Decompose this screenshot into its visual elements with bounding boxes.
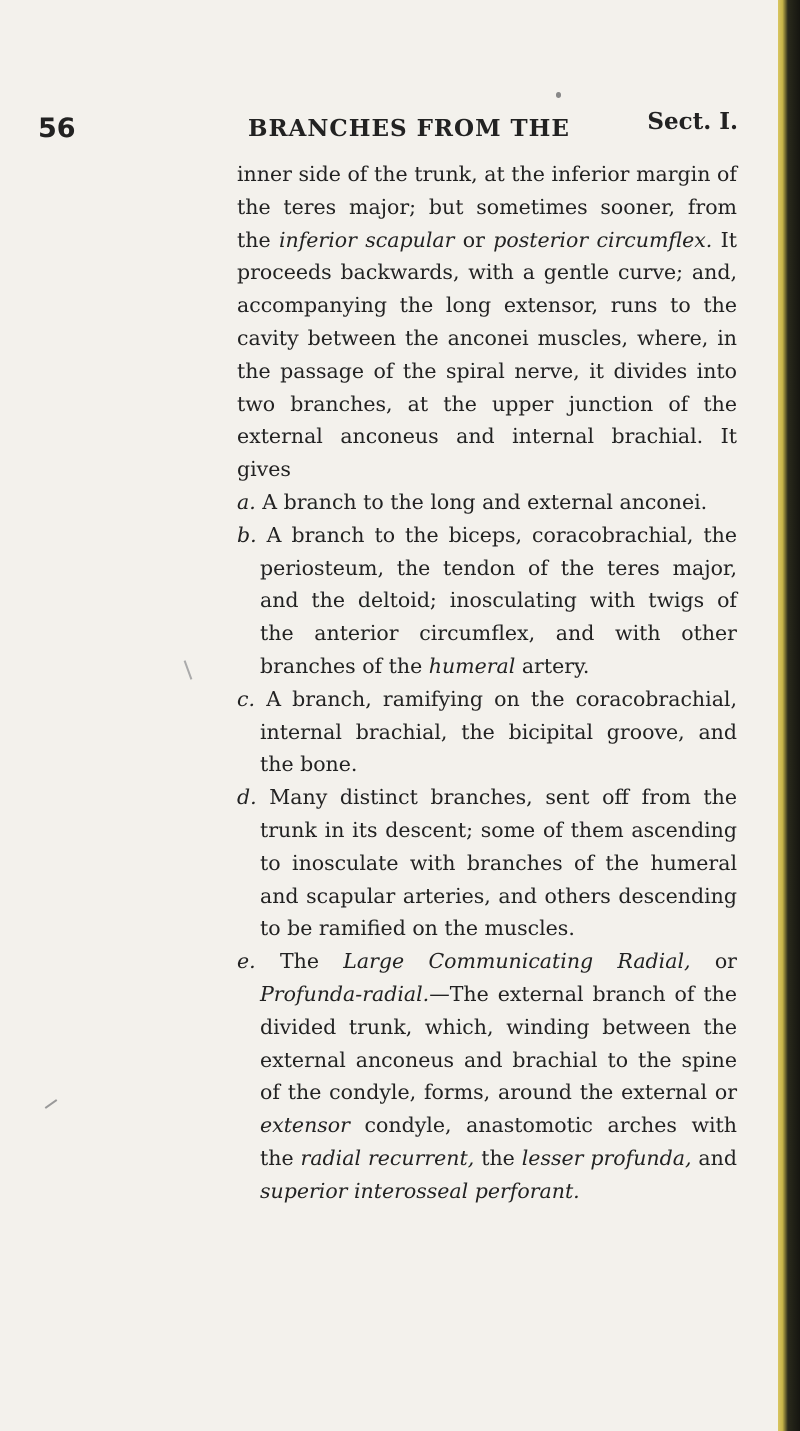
italic-term: Profunda-radial. [260,981,430,1006]
page-header [38,108,738,157]
list-item-e [237,945,737,1207]
text-run: inner side of the trunk, at the inferior margin of the teres major; but sometimes sooner, from the [237,162,737,252]
item-letter: c. [237,686,255,711]
body-text [237,158,737,1208]
item-text: A branch, ramifying on the coracobrachial, internal brachial, the bicipital groove, and the bone. [260,686,737,777]
item-text: condyle, anastomotic arches with the [260,1113,737,1170]
ink-speck [45,1099,58,1109]
italic-term: posterior circumflex. [493,227,713,252]
italic-term: lesser profunda, [521,1145,692,1170]
item-text: artery. [515,653,590,678]
italic-term: Large Communicating Radial, [343,949,691,974]
list-item-a [237,486,737,519]
text-run: or [454,227,494,252]
item-text: the [474,1145,522,1170]
ink-speck [556,92,561,98]
italic-term: extensor [260,1113,350,1138]
item-letter: b. [237,522,257,547]
item-letter: e. [237,949,256,974]
section-label: Sect. I. [647,108,738,135]
item-text: The [279,949,344,974]
list-item-d [237,781,737,945]
page-edge [778,0,800,1431]
italic-term: radial recurrent, [300,1145,475,1170]
item-text: A branch to the long and external anconei. [262,489,708,514]
item-text: —The external branch of the divided trunk, which, winding between the external anconeus and brachial to the spine of the condyle, forms, around the external or [260,981,737,1105]
running-head: BRANCHES FROM THE [248,115,570,142]
item-text: and [691,1145,737,1170]
page-number: 56 [38,113,76,144]
item-text: or [690,949,737,974]
italic-term: humeral [428,653,516,678]
item-letter: a. [237,489,256,514]
list-item-c [237,683,737,781]
list-item-b [237,519,737,683]
item-text: A branch to the biceps, coracobrachial, the periosteum, the tendon of the teres major, and the deltoid; inosculating with twigs of the anterior circumflex, and with other branches of the [260,522,737,678]
item-letter: d. [237,785,257,810]
italic-term: inferior scapular [278,227,455,252]
item-text: Many distinct branches, sent off from the trunk in its descent; some of them ascending to inosculate with branches of the humeral and scapular arteries, and others descending to be ramified on the muscles. [260,785,737,941]
text-run: It proceeds backwards, with a gentle curve; and, accompanying the long extensor, runs to the cavity between the anconei muscles, where, in the passage of the spiral nerve, it divides into two branches, at the upper junction of the external anconeus and internal brachial. It gives [237,227,738,482]
italic-term: superior interosseal perforant. [260,1178,580,1203]
ink-speck [184,660,193,679]
intro-paragraph [237,158,737,486]
